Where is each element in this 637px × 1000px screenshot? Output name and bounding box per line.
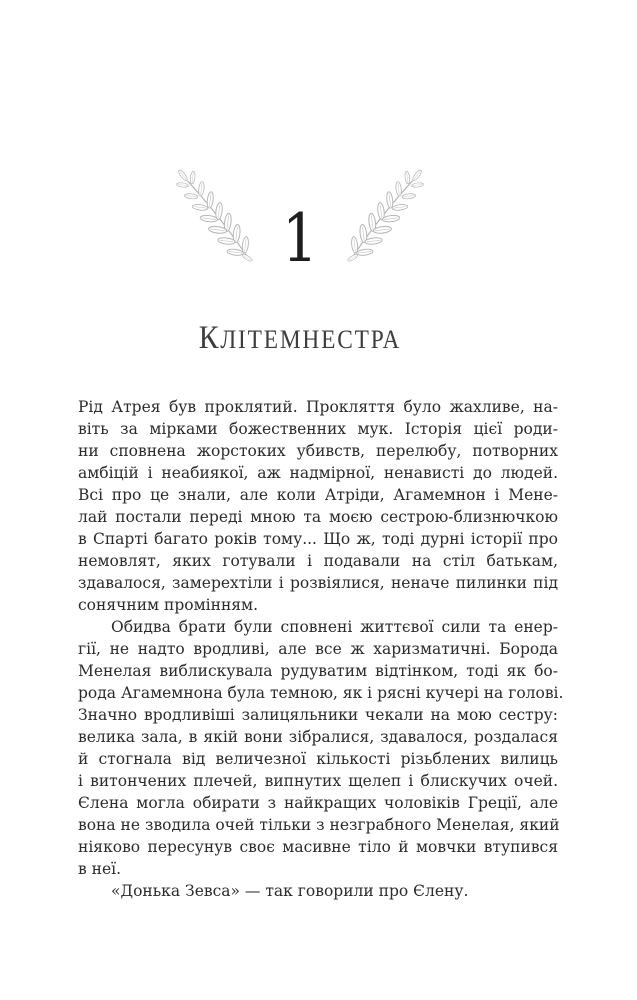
text-line: Всі про це знали, але коли Атріди, Агамемнон і Мене- bbox=[78, 486, 558, 504]
text-line: немовлят, яких готували і подавали на стіл батькам, bbox=[78, 552, 558, 570]
text-line: лай постали переді мною та моєю сестрою-близнючкою bbox=[78, 508, 558, 526]
text-line: гії, не надто вродливі, але все ж харизматичні. Борода bbox=[78, 640, 558, 658]
text-line: й стогнала від величезної кількості різьблених вилиць bbox=[78, 750, 558, 768]
text-line: амбіцій і неабиякої, аж надмірної, ненависті до людей. bbox=[78, 464, 558, 482]
text-line: «Донька Зевса» — так говорили про Єлену. bbox=[111, 882, 469, 900]
text-line: Рід Атрея був проклятий. Прокляття було жахливе, на- bbox=[78, 398, 558, 416]
text-line: ни сповнена жорстоких убивств, перелюбу, потворних bbox=[78, 442, 558, 460]
text-line: Значно вродливіші залицяльники чекали на мою сестру: bbox=[78, 706, 558, 724]
chapter-title bbox=[30, 320, 570, 362]
text-line: ніяково пересунув своє масивне тіло й мовчки втупився bbox=[78, 838, 558, 856]
text-line: Обидва брати були сповнені життєвої сили та енер- bbox=[111, 618, 558, 636]
chapter-number: 1 bbox=[282, 200, 318, 277]
text-line: віть за мірками божественних мук. Історія цієї роди- bbox=[78, 420, 558, 438]
text-line: здавалося, замерехтіли і розвіялися, неначе пилинки під bbox=[78, 574, 558, 592]
paragraph bbox=[78, 880, 558, 902]
text-line: вона не зводила очей тільки з незграбного Менелая, який bbox=[78, 816, 560, 834]
text-line: і витончених плечей, випнутих щелеп і блискучих очей. bbox=[78, 772, 558, 790]
text-line: Менелая виблискувала рудуватим відтінком, тоді як бо- bbox=[78, 662, 558, 680]
body-text bbox=[78, 396, 564, 902]
chapter-title-rest: ЛІТЕМНЕСТРА bbox=[220, 325, 402, 354]
text-line: Єлена могла обирати з найкращих чоловіків Греції, але bbox=[78, 794, 558, 812]
text-line: в неї. bbox=[78, 860, 122, 878]
laurel-branch-left-icon bbox=[175, 168, 255, 262]
text-line: в Спарті багато років тому... Що ж, тоді дурні історії про bbox=[78, 530, 558, 548]
text-line: велика зала, в якій вони зібралися, здавалося, роздалася bbox=[78, 728, 558, 746]
chapter-ornament bbox=[0, 168, 600, 277]
paragraph bbox=[78, 616, 564, 880]
text-line: рода Агамемнона була темною, як і рясні кучері на голові. bbox=[78, 684, 564, 702]
laurel-branch-right-icon bbox=[345, 168, 425, 262]
text-line: сонячним промінням. bbox=[78, 596, 259, 614]
paragraph bbox=[78, 396, 558, 616]
chapter-title-initial: К bbox=[198, 320, 221, 356]
